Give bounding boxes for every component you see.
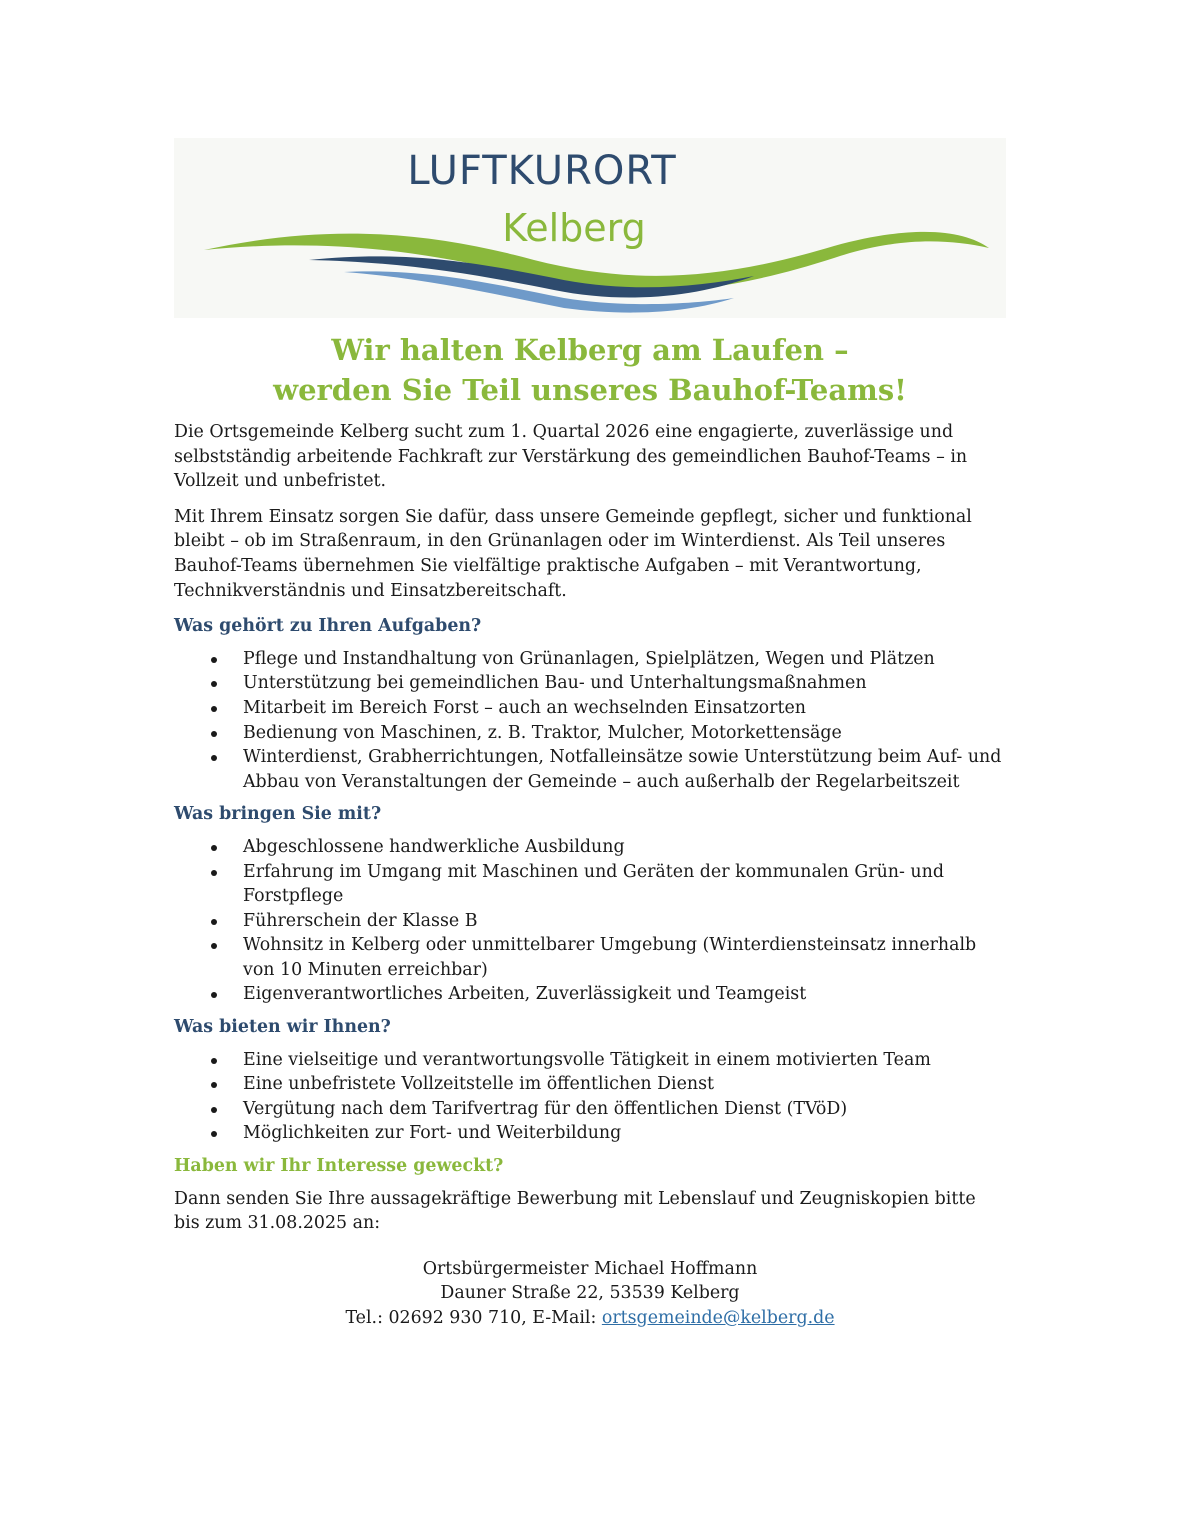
intro-paragraph-2: Mit Ihrem Einsatz sorgen Sie dafür, dass unsere Gemeinde gepflegt, sicher und funktional bleibt – ob im Straßenraum, in den Grünanlagen oder im Winterdienst. Als Teil unseres Bauhof-Teams übernehmen Sie vielfältige praktische Aufgaben – mit Verantwortung, Technikverständnis und Einsatzbereitschaft. xyxy=(174,506,972,601)
list-item xyxy=(174,933,1006,982)
page-title xyxy=(174,330,1006,410)
intro-paragraph-1: Die Ortsgemeinde Kelberg sucht zum 1. Quartal 2026 eine engagierte, zuverlässige und selbstständig arbeitende Fachkraft zur Verstärkung des gemeindlichen Bauhof-Teams – in Vollzeit und unbefristet. xyxy=(174,422,968,492)
bullet-icon xyxy=(211,919,217,925)
offer-heading: Was bieten wir Ihnen? xyxy=(174,1017,391,1038)
tasks-list xyxy=(174,647,1006,795)
list-item xyxy=(174,1121,1006,1146)
list-item-text: Möglichkeiten zur Fort- und Weiterbildung xyxy=(243,1123,622,1144)
bullet-icon xyxy=(211,657,217,663)
bullet-icon xyxy=(211,870,217,876)
list-item-text: Unterstützung bei gemeindlichen Bau- und Unterhaltungsmaßnahmen xyxy=(243,673,867,694)
list-item-text: Führerschein der Klasse B xyxy=(243,910,478,931)
contact-address: Dauner Straße 22, 53539 Kelberg xyxy=(440,1283,740,1304)
list-item xyxy=(174,1097,1006,1122)
bullet-icon xyxy=(211,1107,217,1113)
bullet-icon xyxy=(211,845,217,851)
interest-heading: Haben wir Ihr Interesse geweckt? xyxy=(174,1156,504,1177)
offer-list xyxy=(174,1048,1006,1146)
contact-phone: Tel.: 02692 930 710, E-Mail: xyxy=(345,1308,602,1328)
list-item-text: Abgeschlossene handwerkliche Ausbildung xyxy=(243,836,625,857)
list-item xyxy=(174,860,1006,909)
bullet-icon xyxy=(211,681,217,687)
contact-name: Ortsbürgermeister Michael Hoffmann xyxy=(422,1258,758,1279)
bullet-icon xyxy=(211,992,217,998)
bullet-icon xyxy=(211,1058,217,1064)
list-item-text: Bedienung von Maschinen, z. B. Traktor, Mulcher, Motorkettensäge xyxy=(243,722,842,743)
list-item xyxy=(174,696,1006,721)
requirements-list xyxy=(174,835,1006,1007)
logo-banner xyxy=(174,138,1006,318)
list-item-text: Erfahrung im Umgang mit Maschinen und Geräten der kommunalen Grün- und Forstpflege xyxy=(243,861,944,907)
page-title-line-2: werden Sie Teil unseres Bauhof-Teams! xyxy=(273,373,907,407)
list-item xyxy=(174,835,1006,860)
contact-block xyxy=(174,1257,1006,1331)
email-link[interactable]: ortsgemeinde@kelberg.de xyxy=(601,1308,835,1328)
bullet-icon xyxy=(211,943,217,949)
list-item-text: Eigenverantwortliches Arbeiten, Zuverlässigkeit und Teamgeist xyxy=(243,984,807,1005)
main-content xyxy=(174,420,1006,1331)
interest-paragraph: Dann senden Sie Ihre aussagekräftige Bewerbung mit Lebenslauf und Zeugniskopien bitte bis zum 31.08.2025 an: xyxy=(174,1188,976,1234)
list-item-text: Eine vielseitige und verantwortungsvolle Tätigkeit in einem motivierten Team xyxy=(243,1049,931,1070)
logo-subtitle: Kelberg xyxy=(502,206,646,250)
list-item xyxy=(174,1072,1006,1097)
list-item xyxy=(174,647,1006,672)
requirements-heading: Was bringen Sie mit? xyxy=(174,804,382,825)
bullet-icon xyxy=(211,1131,217,1137)
contact-phone-email xyxy=(174,1306,1006,1331)
list-item xyxy=(174,982,1006,1007)
bullet-icon xyxy=(211,755,217,761)
bullet-icon xyxy=(211,1082,217,1088)
tasks-heading: Was gehört zu Ihren Aufgaben? xyxy=(174,616,482,637)
list-item xyxy=(174,745,1006,794)
list-item-text: Eine unbefristete Vollzeitstelle im öffentlichen Dienst xyxy=(243,1074,715,1095)
bullet-icon xyxy=(211,731,217,737)
list-item-text: Winterdienst, Grabherrichtungen, Notfalleinsätze sowie Unterstützung beim Auf- und Abbau von Veranstaltungen der Gemeinde – auch außerhalb der Regelarbeitszeit xyxy=(243,747,1002,792)
bullet-icon xyxy=(211,706,217,712)
list-item xyxy=(174,721,1006,746)
list-item-text: Vergütung nach dem Tarifvertrag für den öffentlichen Dienst (TVöD) xyxy=(243,1098,848,1119)
list-item xyxy=(174,1048,1006,1073)
page-title-line-1: Wir halten Kelberg am Laufen – xyxy=(331,333,849,367)
list-item-text: Wohnsitz in Kelberg oder unmittelbarer Umgebung (Winterdiensteinsatz innerhalb von 10 Minuten erreichbar) xyxy=(243,935,977,980)
list-item xyxy=(174,671,1006,696)
list-item-text: Mitarbeit im Bereich Forst – auch an wechselnden Einsatzorten xyxy=(243,697,806,718)
list-item-text: Pflege und Instandhaltung von Grünanlagen, Spielplätzen, Wegen und Plätzen xyxy=(243,648,935,669)
logo-title: LUFTKURORT xyxy=(407,148,677,194)
list-item xyxy=(174,909,1006,934)
